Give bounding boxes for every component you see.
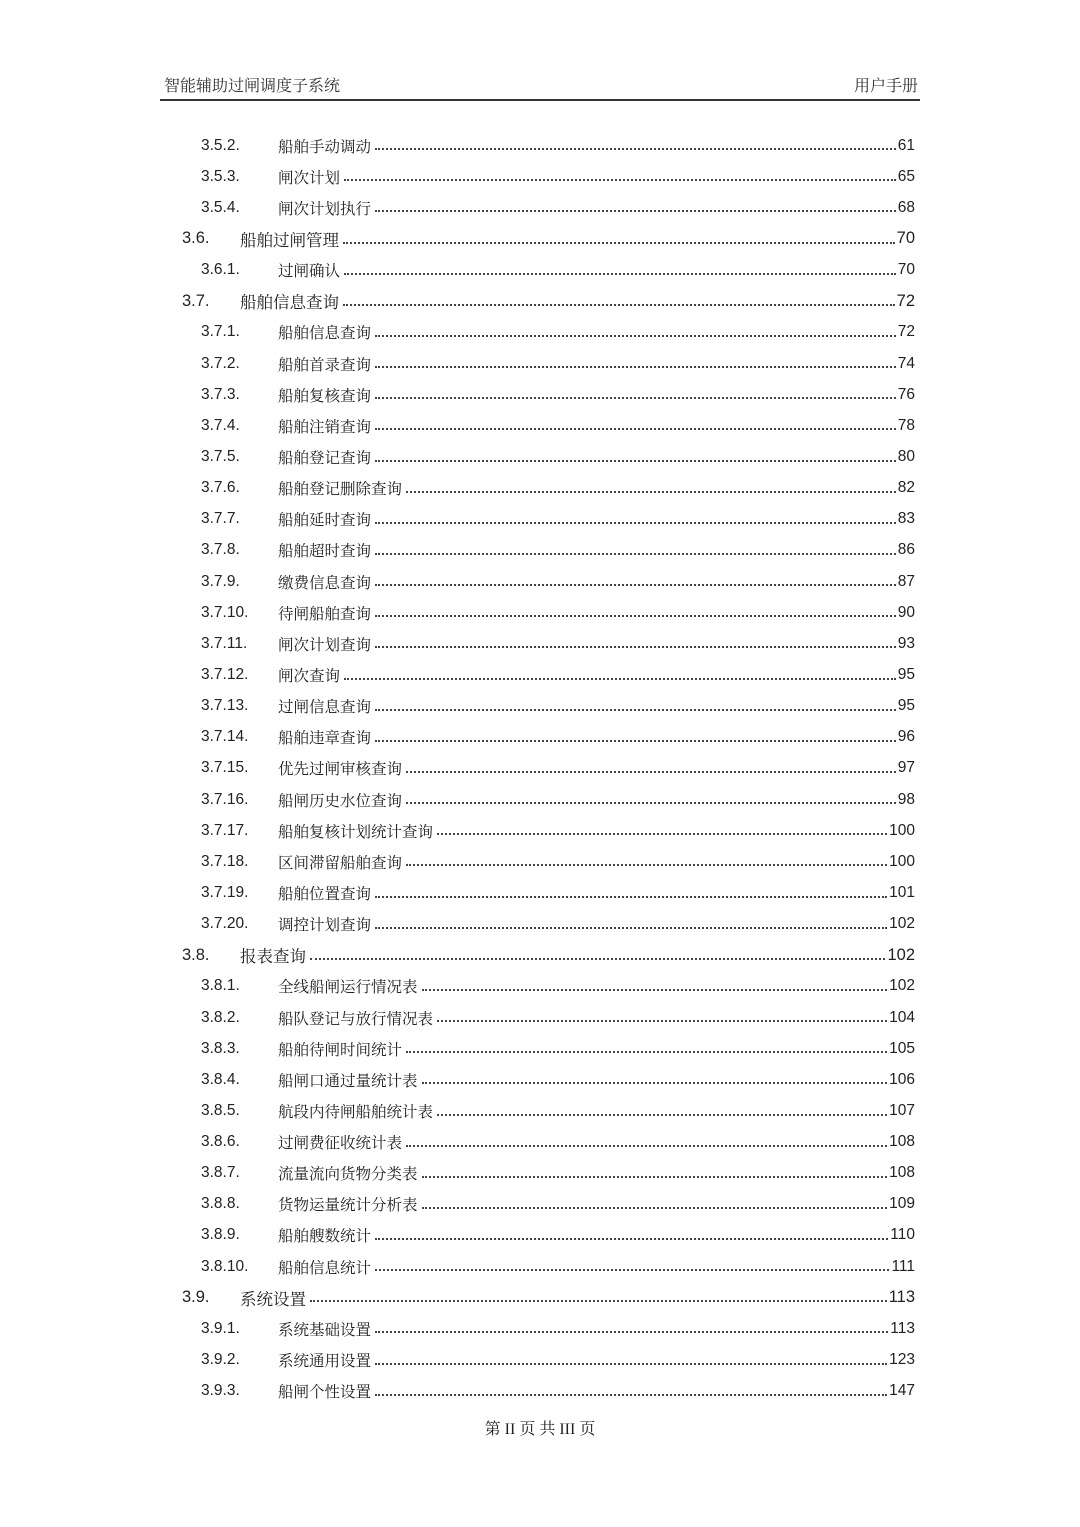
toc-entry-title: 系统设置 (240, 1290, 306, 1309)
toc-entry-title: 船舶首录查询 (278, 356, 372, 374)
toc-entry-number: 3.7.1. (201, 323, 240, 341)
toc-dot-leader (343, 241, 895, 244)
toc-entry-title: 全线船闸运行情况表 (278, 979, 418, 997)
toc-entry[interactable] (160, 691, 920, 722)
toc-entry-title: 闸次计划查询 (278, 636, 372, 654)
toc-entry-number: 3.6.1. (201, 261, 240, 279)
toc-entry-title: 船舶复核查询 (278, 387, 372, 405)
toc-entry-number: 3.7.14. (201, 728, 249, 746)
toc-entry-number: 3.7.11. (201, 634, 248, 652)
toc-entry-title: 船舶信息统计 (278, 1259, 372, 1277)
toc-entry-page: 76 (897, 385, 915, 403)
toc-entry-title: 船闸口通过量统计表 (278, 1072, 418, 1090)
toc-dot-leader (344, 677, 896, 680)
toc-entry-page: 111 (891, 1257, 915, 1275)
page-header (160, 77, 920, 101)
toc-entry-page: 78 (897, 416, 915, 434)
toc-dot-leader (422, 1206, 888, 1209)
toc-dot-leader (375, 1393, 887, 1396)
toc-entry-title: 船闸历史水位查询 (278, 792, 403, 810)
toc-entry[interactable] (160, 1220, 920, 1251)
toc-entry-title: 船队登记与放行情况表 (278, 1010, 434, 1028)
toc-dot-leader (344, 178, 896, 181)
toc-entry-page: 104 (889, 1008, 915, 1026)
toc-entry-page: 98 (897, 790, 915, 808)
toc-entry[interactable] (160, 1158, 920, 1189)
toc-entry-number: 3.7.7. (201, 510, 240, 528)
toc-entry-number: 3.9. (182, 1288, 210, 1307)
toc-entry-page: 90 (897, 603, 915, 621)
toc-dot-leader (422, 1175, 888, 1178)
toc-entry-number: 3.8.1. (201, 977, 240, 995)
header-manual-label: 用户手册 (853, 78, 918, 95)
toc-entry[interactable] (160, 161, 920, 192)
toc-entry[interactable] (160, 909, 920, 940)
toc-entry-title: 优先过闸审核查询 (278, 761, 403, 779)
toc-entry-page: 107 (889, 1101, 915, 1119)
toc-entry[interactable] (160, 846, 920, 877)
toc-dot-leader (437, 832, 887, 835)
toc-entry-number: 3.8.9. (201, 1226, 240, 1244)
toc-entry-page: 93 (897, 634, 915, 652)
toc-entry-number: 3.6. (182, 229, 210, 248)
toc-entry[interactable] (160, 877, 920, 908)
toc-entry-page: 147 (889, 1382, 915, 1400)
toc-entry-page: 95 (897, 697, 915, 715)
toc-entry-title: 船舶超时查询 (278, 543, 372, 561)
toc-entry-number: 3.8.4. (201, 1070, 240, 1088)
toc-entry-number: 3.7.18. (201, 852, 249, 870)
toc-entry-number: 3.7.6. (201, 479, 240, 497)
toc-entry-page: 113 (890, 1319, 915, 1337)
toc-entry-number: 3.7.8. (201, 541, 240, 559)
toc-entry-number: 3.8.5. (201, 1101, 240, 1119)
toc-entry-page: 113 (888, 1288, 915, 1307)
toc-entry-number: 3.7.20. (201, 915, 249, 933)
toc-entry-page: 95 (897, 665, 915, 683)
toc-entry[interactable] (160, 473, 920, 504)
toc-entry-page: 108 (889, 1164, 915, 1182)
toc-entry-title: 船舶手动调动 (278, 138, 372, 156)
toc-entry[interactable] (160, 597, 920, 628)
toc-dot-leader (375, 895, 887, 898)
toc-dot-leader (310, 1299, 887, 1302)
toc-entry-title: 船舶违章查询 (278, 730, 372, 748)
toc-entry-title: 报表查询 (240, 948, 306, 967)
toc-dot-leader (406, 801, 896, 804)
toc-entry-number: 3.8.8. (201, 1195, 240, 1213)
toc-entry[interactable] (160, 317, 920, 348)
toc-entry-title: 船舶信息查询 (278, 325, 372, 343)
toc-entry[interactable] (160, 1095, 920, 1126)
toc-dot-leader (375, 1330, 888, 1333)
toc-entry-page: 102 (889, 915, 915, 933)
toc-entry-number: 3.7.5. (201, 447, 240, 465)
toc-entry-title: 待闸船舶查询 (278, 605, 372, 623)
toc-entry-page: 86 (897, 541, 915, 559)
toc-dot-leader (344, 272, 896, 275)
toc-entry-title: 船舶信息查询 (240, 294, 339, 313)
toc-entry-page: 65 (897, 167, 915, 185)
toc-entry[interactable] (160, 753, 920, 784)
toc-entry[interactable] (160, 566, 920, 597)
toc-entry-page: 100 (889, 821, 915, 839)
toc-entry[interactable] (160, 223, 920, 254)
toc-entry-page: 72 (897, 323, 915, 341)
toc-entry[interactable] (160, 971, 920, 1002)
toc-dot-leader (375, 334, 896, 337)
toc-entry-title: 区间滞留船舶查询 (278, 854, 403, 872)
toc-dot-leader (406, 490, 896, 493)
toc-entry-number: 3.7.13. (201, 697, 249, 715)
toc-entry-title: 船舶注销查询 (278, 418, 372, 436)
toc-dot-leader (375, 209, 896, 212)
toc-entry-title: 闸次查询 (278, 667, 341, 685)
toc-entry[interactable] (160, 286, 920, 317)
toc-entry-number: 3.7.19. (201, 883, 249, 901)
toc-dot-leader (343, 303, 895, 306)
toc-entry-number: 3.7.16. (201, 790, 249, 808)
toc-entry-page: 70 (897, 261, 915, 279)
toc-entry[interactable] (160, 1344, 920, 1375)
toc-entry-page: 74 (897, 354, 915, 372)
toc-entry-title: 船舶登记查询 (278, 449, 372, 467)
toc-entry-title: 船舶过闸管理 (240, 231, 339, 250)
header-document-title: 智能辅助过闸调度子系统 (164, 78, 341, 95)
toc-dot-leader (437, 1113, 887, 1116)
toc-entry-page: 100 (889, 852, 915, 870)
toc-entry[interactable] (160, 130, 920, 161)
toc-entry-page: 123 (889, 1351, 915, 1369)
toc-entry[interactable] (160, 348, 920, 379)
toc-entry-page: 105 (889, 1039, 915, 1057)
toc-entry[interactable] (160, 535, 920, 566)
toc-entry-title: 船舶艘数统计 (278, 1228, 372, 1246)
toc-entry[interactable] (160, 1002, 920, 1033)
toc-dot-leader (422, 988, 888, 991)
toc-entry[interactable] (160, 1251, 920, 1282)
toc-dot-leader (375, 614, 896, 617)
toc-dot-leader (310, 957, 885, 960)
table-of-contents (160, 130, 920, 1407)
toc-dot-leader (375, 645, 896, 648)
toc-entry-number: 3.8.3. (201, 1039, 240, 1057)
toc-entry-number: 3.8.6. (201, 1133, 240, 1151)
toc-dot-leader (375, 427, 896, 430)
toc-dot-leader (406, 770, 896, 773)
toc-entry[interactable] (160, 659, 920, 690)
toc-dot-leader (375, 739, 896, 742)
toc-dot-leader (375, 147, 896, 150)
toc-entry-number: 3.8.7. (201, 1164, 240, 1182)
toc-entry-number: 3.8.2. (201, 1008, 240, 1026)
toc-entry[interactable] (160, 410, 920, 441)
toc-entry-number: 3.5.3. (201, 167, 240, 185)
toc-entry-page: 97 (897, 759, 915, 777)
toc-entry-title: 闸次计划 (278, 169, 341, 187)
toc-entry-page: 82 (897, 479, 915, 497)
toc-entry-page: 108 (889, 1133, 915, 1151)
toc-dot-leader (375, 396, 896, 399)
toc-entry[interactable] (160, 504, 920, 535)
toc-entry-title: 船闸个性设置 (278, 1384, 372, 1402)
toc-entry[interactable] (160, 1127, 920, 1158)
toc-entry-number: 3.7.9. (201, 572, 240, 590)
toc-entry-number: 3.7.4. (201, 416, 240, 434)
toc-entry-page: 87 (897, 572, 915, 590)
toc-entry-page: 102 (887, 945, 915, 964)
toc-entry-title: 过闸确认 (278, 263, 341, 281)
toc-entry-number: 3.5.4. (201, 198, 240, 216)
toc-entry-number: 3.7.2. (201, 354, 240, 372)
toc-entry[interactable] (160, 1313, 920, 1344)
page-footer: 第 II 页 共 III 页 (484, 1421, 596, 1438)
toc-entry-page: 96 (897, 728, 915, 746)
toc-entry-title: 船舶待闸时间统计 (278, 1041, 403, 1059)
toc-entry-page: 83 (897, 510, 915, 528)
toc-dot-leader (375, 926, 887, 929)
toc-entry-title: 流量流向货物分类表 (278, 1166, 418, 1184)
toc-entry-title: 船舶复核计划统计查询 (278, 823, 434, 841)
toc-entry[interactable] (160, 722, 920, 753)
toc-dot-leader (375, 1237, 888, 1240)
toc-entry-title: 缴费信息查询 (278, 574, 372, 592)
toc-entry[interactable] (160, 940, 920, 971)
toc-entry-page: 68 (897, 198, 915, 216)
toc-entry-number: 3.7.12. (201, 665, 249, 683)
toc-entry-number: 3.7.3. (201, 385, 240, 403)
toc-entry-page: 106 (889, 1070, 915, 1088)
toc-entry-number: 3.8.10. (201, 1257, 249, 1275)
toc-entry-title: 船舶登记删除查询 (278, 481, 403, 499)
toc-entry[interactable] (160, 628, 920, 659)
toc-dot-leader (437, 1019, 887, 1022)
toc-dot-leader (406, 1050, 887, 1053)
toc-dot-leader (406, 1144, 887, 1147)
toc-entry[interactable] (160, 815, 920, 846)
toc-dot-leader (375, 521, 896, 524)
toc-entry-number: 3.8. (182, 945, 210, 964)
toc-dot-leader (422, 1081, 888, 1084)
toc-entry-page: 102 (889, 977, 915, 995)
toc-entry-title: 船舶延时查询 (278, 512, 372, 530)
toc-dot-leader (375, 365, 896, 368)
toc-dot-leader (406, 863, 887, 866)
toc-entry[interactable] (160, 1282, 920, 1313)
toc-entry-page: 61 (897, 136, 915, 154)
toc-entry-number: 3.9.2. (201, 1351, 240, 1369)
toc-entry[interactable] (160, 1033, 920, 1064)
toc-entry-number: 3.7.15. (201, 759, 249, 777)
toc-dot-leader (375, 708, 896, 711)
toc-entry-page: 72 (896, 291, 915, 310)
toc-entry-page: 80 (897, 447, 915, 465)
toc-entry-number: 3.7. (182, 291, 210, 310)
toc-entry-page: 70 (896, 229, 915, 248)
toc-entry[interactable] (160, 784, 920, 815)
toc-entry-number: 3.7.17. (201, 821, 249, 839)
toc-entry-title: 调控计划查询 (278, 917, 372, 935)
toc-entry-number: 3.7.10. (201, 603, 249, 621)
toc-entry-title: 系统通用设置 (278, 1353, 372, 1371)
toc-entry-title: 系统基础设置 (278, 1321, 372, 1339)
toc-entry-title: 过闸费征收统计表 (278, 1135, 403, 1153)
toc-entry-number: 3.9.3. (201, 1382, 240, 1400)
toc-dot-leader (375, 583, 896, 586)
toc-entry-page: 109 (889, 1195, 915, 1213)
toc-entry[interactable] (160, 379, 920, 410)
toc-entry[interactable] (160, 1189, 920, 1220)
toc-entry-title: 货物运量统计分析表 (278, 1197, 418, 1215)
toc-dot-leader (375, 459, 896, 462)
toc-dot-leader (375, 1268, 889, 1271)
toc-entry-page: 110 (890, 1226, 915, 1244)
toc-entry[interactable] (160, 441, 920, 472)
toc-dot-leader (375, 1362, 887, 1365)
toc-dot-leader (375, 552, 896, 555)
toc-entry-title: 过闸信息查询 (278, 699, 372, 717)
toc-entry[interactable] (160, 1064, 920, 1095)
toc-entry-title: 船舶位置查询 (278, 885, 372, 903)
toc-entry-title: 闸次计划执行 (278, 200, 372, 218)
toc-entry-number: 3.5.2. (201, 136, 240, 154)
toc-entry-number: 3.9.1. (201, 1319, 240, 1337)
toc-entry[interactable] (160, 255, 920, 286)
toc-entry-title: 航段内待闸船舶统计表 (278, 1103, 434, 1121)
toc-entry[interactable] (160, 192, 920, 223)
toc-entry-page: 101 (889, 883, 915, 901)
toc-entry[interactable] (160, 1376, 920, 1407)
